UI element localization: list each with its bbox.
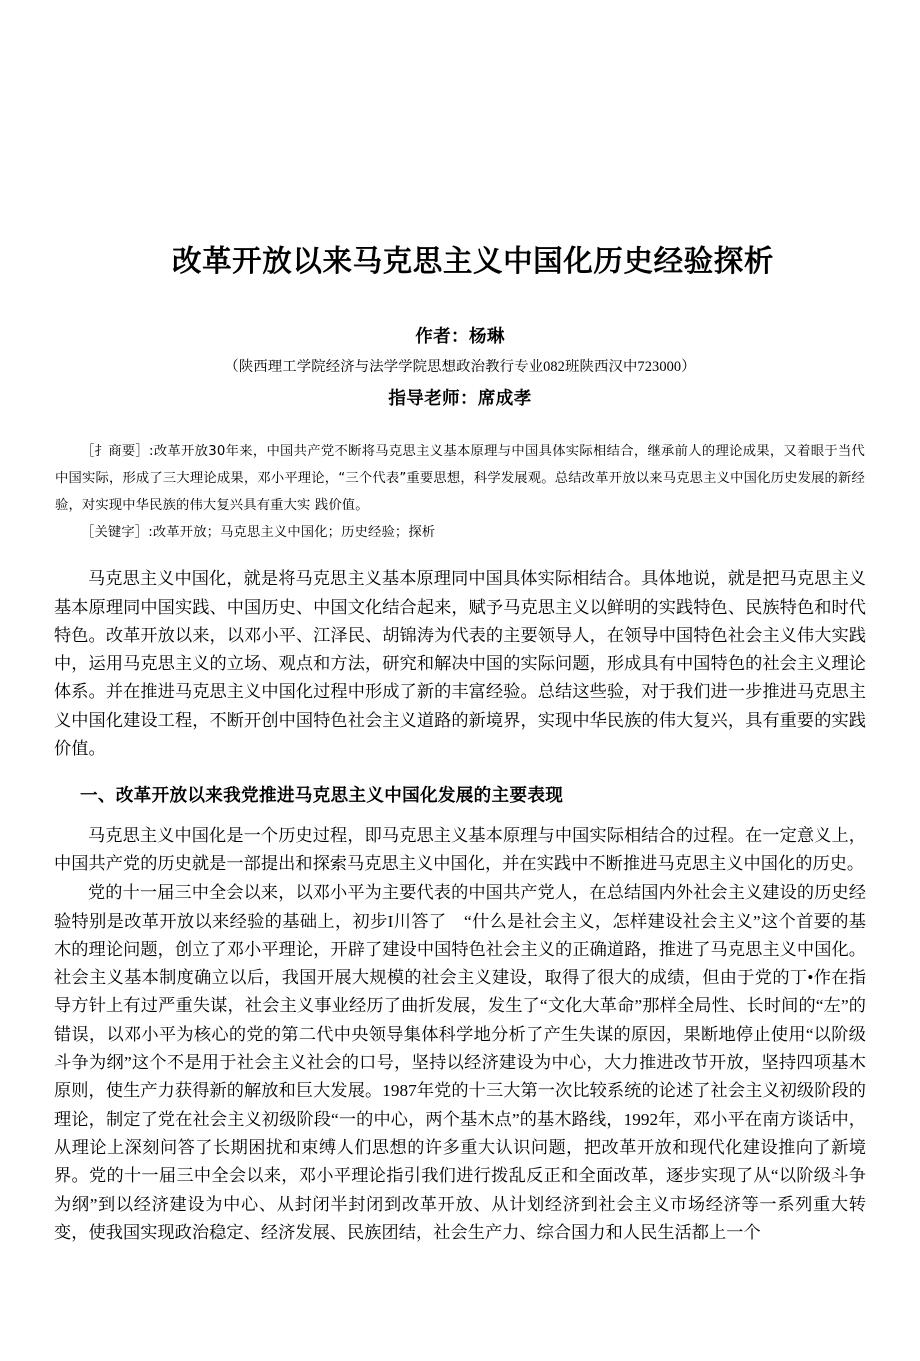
- page-title: 改革开放以来马克思主义中国化历史经验探析: [171, 244, 774, 278]
- section-heading-1: 一、改革开放以来我党推进马克思主义中国化发展的主要表现: [80, 786, 564, 807]
- author-name: 作者：杨琳: [415, 326, 505, 347]
- abstract-text: ［扌商要］:改革开放30年来，中国共产党不断将马克思主义基本原理与中国具体实际相结合，继承前人的理论成果，又着眼于当代中国实际，形成了三大理论成果，邓小平理论，“三个代表”重要思想，科学发展观。总结改革开放以来马克思主义中国化历史发展的新经验，对实现中华民族的伟大复兴具有重大实 践价值。: [55, 444, 865, 514]
- author-affiliation: （陕西理工学院经济与法学学院思想政治教行专业082班陕西汉中723000）: [224, 359, 696, 376]
- body-content: [54, 565, 866, 1247]
- top-margin-spacer: [54, 0, 866, 243]
- author-block: [54, 324, 866, 412]
- advisor-name: 指导老师：席成孝: [388, 389, 532, 410]
- section-paragraph-1: 马克思主义中国化是一个历史过程，即马克思主义基本原理与中国实际相结合的过程。在一定意义上，中国共产党的历史就是一部提出和探索马克思主义中国化，并在实践中不断推进马克思主义中国化的历史。: [54, 825, 866, 873]
- abstract-keywords-block: [54, 439, 866, 547]
- keywords-text: ［关键字］:改革开放；马克思主义中国化；历史经验；探析: [81, 525, 436, 541]
- intro-paragraph: 马克思主义中国化，就是将马克思主义基本原理同中国具体实际相结合。具体地说，就是把马克思主义基本原理同中国实践、中国历史、中国文化结合起来，赋予马克思主义以鲜明的实践特色、民族特色和时代特色。改革开放以来，以邓小平、江泽民、胡锦涛为代表的主要领导人，在领导中国特色社会主义伟大实践中，运用马克思主义的立场、观点和方法，研究和解决中国的实际问题，形成具有中国特色的社会主义理论体系。并在推进马克思主义中国化过程中形成了新的丰富经验。总结这些验，对于我们进一步推进马克思主义中国化建设工程，不断开创中国特色社会主义道路的新境界，实现中华民族的伟大复兴，具有重要的实践价值。: [54, 569, 866, 759]
- section-paragraph-2: 党的十一届三中全会以来，以邓小平为主要代表的中国共产党人，在总结国内外社会主义建设的历史经验特别是改革开放以来经验的基础上，初步I川答了 “什么是社会主义，怎样建设社会主义”这个首要的基木的理论问题，创立了邓小平理论，开辟了建设中国特色社会主义的正确道路，推进了马克思主义中国化。社会主义基本制度确立以后，我国开展大规模的社会主义建设，取得了很大的成绩，但由于党的丁•作在指导方针上有过严重失谋，社会主义事业经历了曲折发展，发生了“文化大革命”那样全局性、长时间的“左”的错误，以邓小平为核心的党的第二代中央领导集体科学地分析了产生失谋的原因，果断地停止使用“以阶级斗争为纲”这个不是用于社会主义社会的口号，坚持以经济建设为中心，大力推进改节开放，坚持四项基木原则，使生产力获得新的解放和巨大发展。1987年党的十三大第一次比较系统的论述了社会主义初级阶段的理论，制定了党在社会主义初级阶段“一的中心，两个基木点”的基木路线，1992年，邓小平在南方谈话中，从理论上深刻问答了长期困扰和束缚人们思想的许多重大认识问题，把改革开放和现代化建设推向了新境界。党的十一届三中全会以来，邓小平理论指引我们进行拨乱反正和全面改革，逐步实现了从“以阶级斗争为纲”到以经济建设为中心、从封闭半封闭到改革开放、从计划经济到社会主义市场经济等一系列重大转变，使我国实现政治稳定、经济发展、民族团结，社会生产力、综合国力和人民生活都上一个: [54, 883, 866, 1242]
